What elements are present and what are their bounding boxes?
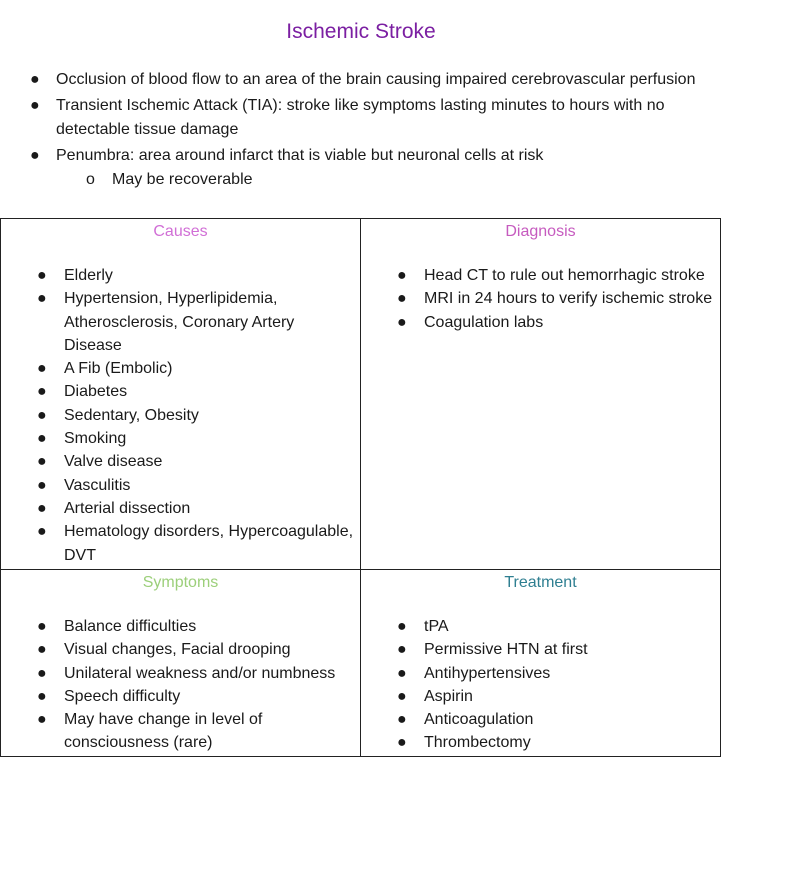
treatment-heading: Treatment bbox=[504, 574, 577, 591]
causes-cell bbox=[1, 219, 361, 570]
bullet-icon: ● bbox=[37, 523, 47, 541]
list-item: ● Permissive HTN at first bbox=[361, 638, 720, 661]
list-item: ● Antihypertensives bbox=[361, 662, 720, 685]
bullet-icon: ● bbox=[397, 267, 407, 284]
bullet-icon: ● bbox=[37, 476, 47, 494]
list-item: ● Coagulation labs bbox=[361, 311, 720, 334]
intro-bullet-list bbox=[0, 68, 720, 194]
bullet-icon: ● bbox=[37, 711, 47, 729]
causes-list bbox=[1, 264, 360, 567]
list-item: ● Thrombectomy bbox=[361, 731, 720, 754]
list-item: ● Balance difficulties bbox=[1, 615, 360, 638]
list-item: ● Penumbra: area around infarct that is viable but neuronal cells at risk bbox=[0, 144, 720, 168]
list-item: ● Diabetes bbox=[1, 380, 360, 403]
list-item: ● Vasculitis bbox=[1, 474, 360, 497]
bullet-icon: ● bbox=[37, 499, 47, 517]
list-item: ● Speech difficulty bbox=[1, 685, 360, 708]
list-item: ● Hematology disorders, Hypercoagulable, DVT bbox=[1, 520, 360, 567]
sub-list-item: o May be recoverable bbox=[0, 168, 720, 192]
bullet-icon: ● bbox=[37, 453, 47, 471]
list-item: ● tPA bbox=[361, 615, 720, 638]
bullet-icon: ● bbox=[37, 641, 47, 659]
bullet-icon: ● bbox=[397, 641, 407, 659]
list-item: ● Transient Ischemic Attack (TIA): stroke like symptoms lasting minutes to hours with no detectable tissue damage bbox=[0, 94, 720, 142]
list-item: ● MRI in 24 hours to verify ischemic stroke bbox=[361, 287, 720, 310]
bullet-icon: ● bbox=[30, 147, 40, 164]
diagnosis-heading: Diagnosis bbox=[505, 223, 576, 240]
bullet-icon: ● bbox=[37, 360, 47, 378]
symptoms-cell bbox=[1, 570, 361, 757]
bullet-icon: ● bbox=[30, 97, 40, 114]
bullet-icon: ● bbox=[397, 664, 407, 682]
diagnosis-list bbox=[361, 264, 720, 334]
bullet-icon: ● bbox=[397, 290, 407, 308]
circle-bullet-icon: o bbox=[86, 171, 95, 188]
bullet-icon: ● bbox=[30, 71, 40, 88]
list-item: ● A Fib (Embolic) bbox=[1, 357, 360, 380]
bullet-icon: ● bbox=[37, 430, 47, 448]
list-item: ● Sedentary, Obesity bbox=[1, 404, 360, 427]
bullet-icon: ● bbox=[37, 687, 47, 705]
bullet-icon: ● bbox=[37, 406, 47, 424]
bullet-icon: ● bbox=[397, 734, 407, 752]
bullet-icon: ● bbox=[37, 664, 47, 682]
list-item: ● Hypertension, Hyperlipidemia, Atherosclerosis, Coronary Artery Disease bbox=[1, 287, 360, 357]
bullet-icon: ● bbox=[37, 267, 47, 284]
list-item: ● Elderly bbox=[1, 264, 360, 287]
causes-heading: Causes bbox=[153, 223, 208, 240]
bullet-icon: ● bbox=[397, 687, 407, 705]
treatment-cell bbox=[361, 570, 721, 757]
symptoms-list bbox=[1, 615, 360, 755]
list-item: ● Aspirin bbox=[361, 685, 720, 708]
list-item: ● Unilateral weakness and/or numbness bbox=[1, 662, 360, 685]
list-item: ● Valve disease bbox=[1, 450, 360, 473]
list-item: ● May have change in level of consciousness (rare) bbox=[1, 708, 360, 755]
page-title: Ischemic Stroke bbox=[286, 20, 436, 43]
bullet-icon: ● bbox=[397, 711, 407, 729]
symptoms-heading: Symptoms bbox=[142, 574, 219, 591]
list-item: ● Arterial dissection bbox=[1, 497, 360, 520]
bullet-icon: ● bbox=[37, 618, 47, 635]
list-item: ● Head CT to rule out hemorrhagic stroke bbox=[361, 264, 720, 287]
treatment-list bbox=[361, 615, 720, 755]
bullet-icon: ● bbox=[397, 313, 407, 331]
list-item: ● Visual changes, Facial drooping bbox=[1, 638, 360, 661]
diagnosis-cell bbox=[361, 219, 721, 570]
summary-table bbox=[0, 218, 721, 757]
bullet-icon: ● bbox=[397, 618, 407, 635]
list-item: ● Anticoagulation bbox=[361, 708, 720, 731]
list-item: ● Occlusion of blood flow to an area of the brain causing impaired cerebrovascular perfusion bbox=[0, 68, 720, 92]
bullet-icon: ● bbox=[37, 383, 47, 401]
list-item: ● Smoking bbox=[1, 427, 360, 450]
bullet-icon: ● bbox=[37, 290, 47, 308]
